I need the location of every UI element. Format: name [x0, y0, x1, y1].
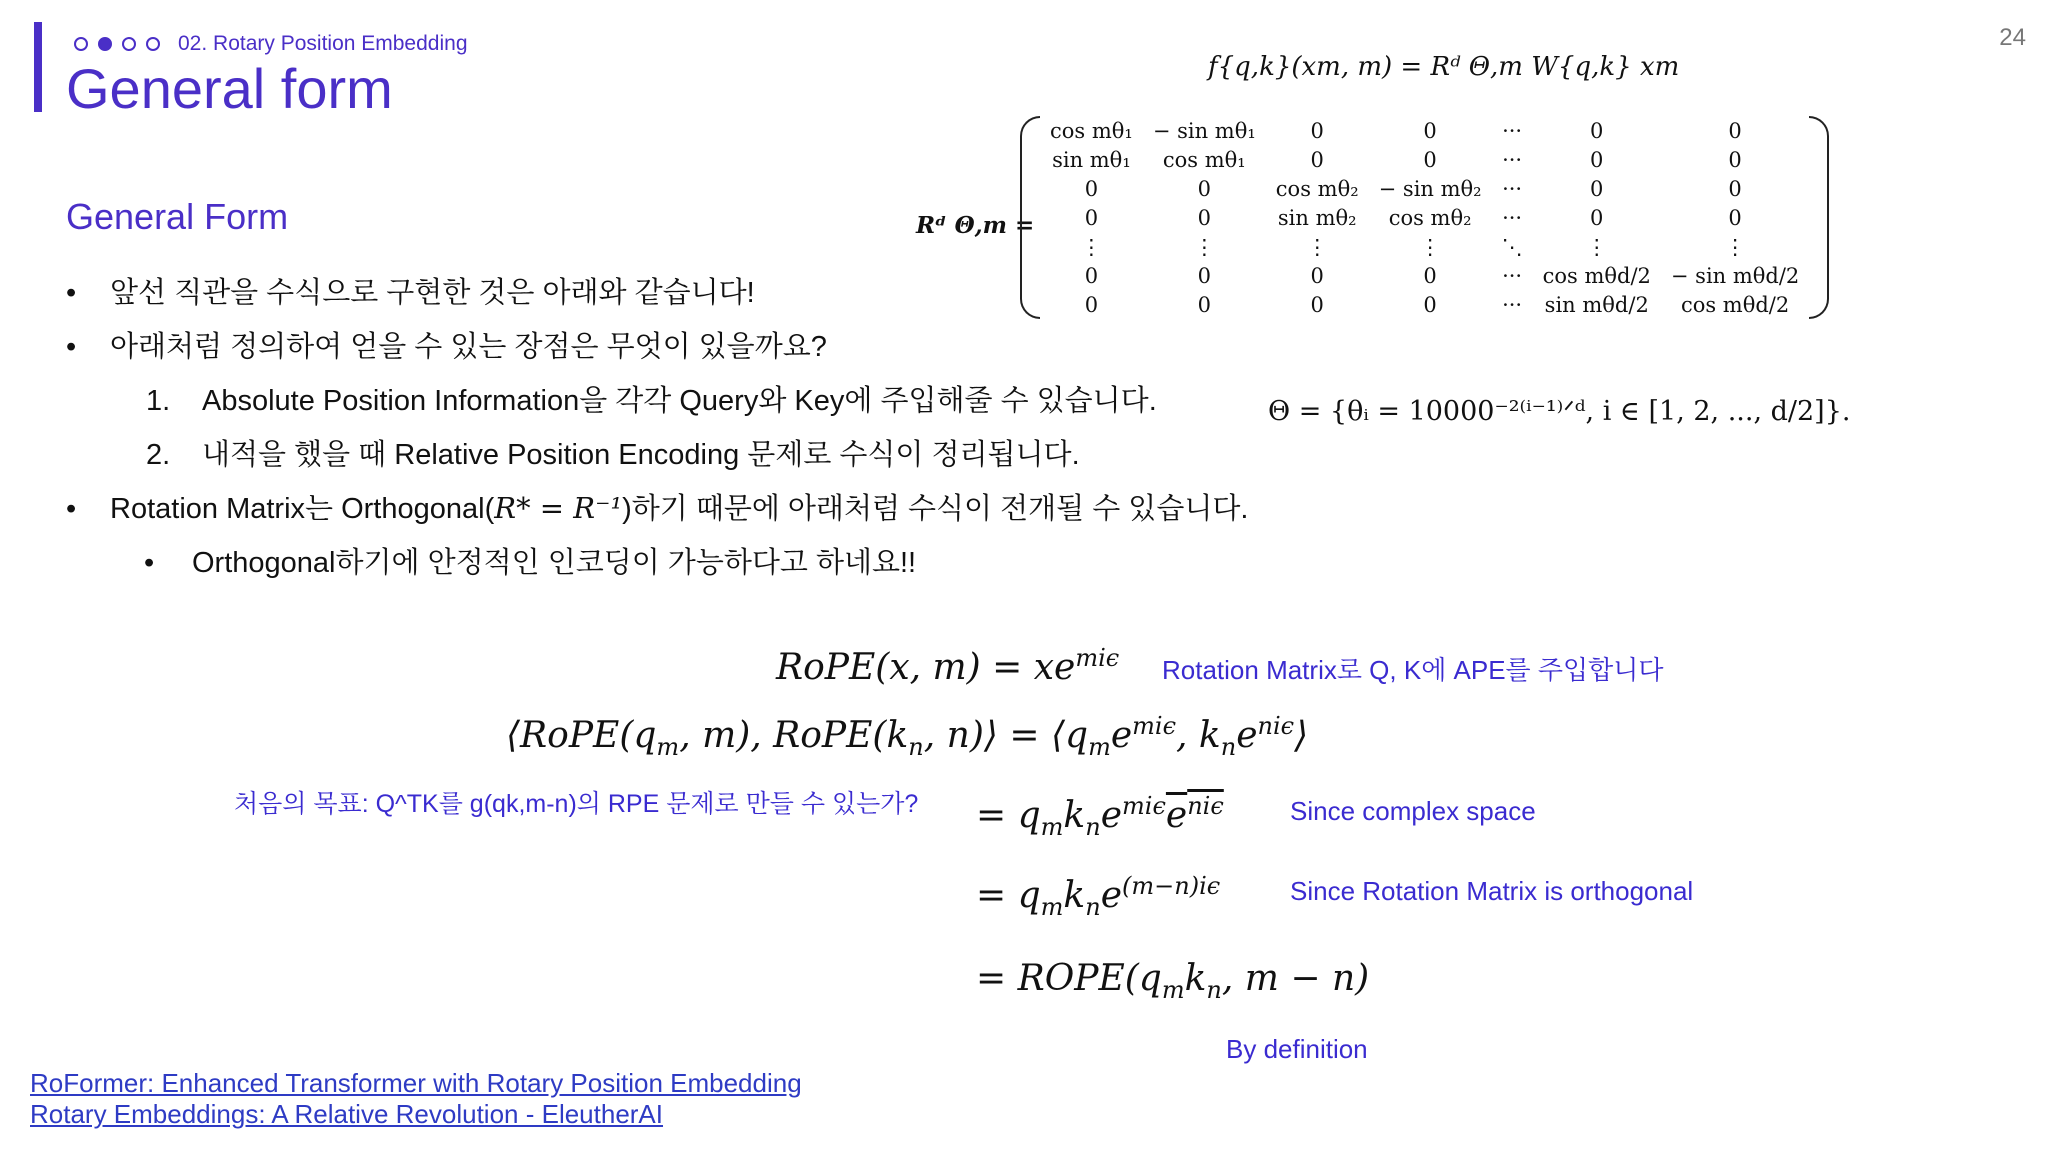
matrix-row: [1040, 145, 1809, 174]
sub-heading: General Form: [66, 196, 289, 237]
note-by-definition: By definition: [1226, 1034, 1368, 1064]
matrix-cell: 0: [1197, 176, 1211, 201]
matrix-cell: ···: [1502, 176, 1523, 201]
section-label: 02. Rotary Position Embedding: [178, 32, 468, 55]
note-orthogonal: Since Rotation Matrix is orthogonal: [1290, 876, 1694, 906]
matrix-row: [1040, 174, 1809, 203]
theta-definition: Θ = {θᵢ = 10000⁻²⁽ⁱ⁻¹⁾ᐟᵈ, i ∈ [1, 2, ..., d/2]}.: [1268, 396, 1851, 427]
matrix-right-bracket: [1809, 116, 1829, 319]
matrix-cell: 0: [1310, 118, 1324, 143]
sub-bullet-item: [144, 540, 916, 581]
item-number: 2.: [146, 439, 171, 471]
matrix-cell: 0: [1423, 263, 1437, 288]
matrix-row: [1040, 261, 1809, 290]
progress-dots: [74, 32, 468, 56]
matrix-cell: 0: [1197, 292, 1211, 317]
matrix-cell: 0: [1310, 292, 1324, 317]
matrix-cell: 0: [1197, 263, 1211, 288]
matrix-cell: ···: [1502, 205, 1523, 230]
matrix-cell: 0: [1728, 147, 1742, 172]
matrix-grid: [1040, 116, 1809, 319]
matrix-cell: ⋮: [1080, 234, 1102, 259]
title-accent-bar: [34, 22, 42, 112]
matrix-cell: sin mθd/2: [1544, 292, 1649, 317]
bullet-mark: •: [66, 277, 77, 309]
matrix-cell: cos mθ₂: [1275, 176, 1359, 201]
rope-text: ) = xe: [966, 647, 1076, 688]
equation-step-orthogonal: = $q_mk_ne^{(m-n)i\epsilon}$: [976, 872, 1221, 922]
rotation-matrix-label: Rᵈ Θ,m =: [916, 212, 1035, 239]
matrix-row: [1040, 232, 1809, 261]
matrix-cell: ⋮: [1586, 234, 1608, 259]
rope-text: RoPE(: [776, 647, 890, 688]
item-text: Absolute Position Information을 각각 Query와 Key에 주입해줄 수 있습니다.: [202, 385, 1157, 417]
inline-math: R* = R⁻¹: [494, 491, 623, 525]
matrix-cell: ⋮: [1419, 234, 1441, 259]
matrix-cell: 0: [1310, 147, 1324, 172]
progress-dot: [122, 37, 136, 51]
matrix-cell: cos mθ₁: [1050, 118, 1133, 143]
matrix-cell: cos mθ₂: [1388, 205, 1472, 230]
exponent: miϵ: [1075, 644, 1120, 672]
goal-note: 처음의 목표: Q^TK를 g(qk,m-n)의 RPE 문제로 만들 수 있는가?: [234, 790, 919, 818]
matrix-cell: − sin mθd/2: [1670, 263, 1800, 288]
matrix-row: [1040, 203, 1809, 232]
progress-dot: [74, 37, 88, 51]
item-text: 내적을 했을 때 Relative Position Encoding 문제로 수식이 정리됩니다.: [202, 439, 1080, 471]
numbered-item: [146, 432, 1080, 473]
matrix-cell: sin mθ₁: [1052, 147, 1131, 172]
matrix-cell: 0: [1728, 205, 1742, 230]
matrix-cell: 0: [1084, 292, 1099, 317]
page-number: 24: [1999, 24, 2026, 51]
equation-step-complex: = $q_mk_ne^{mi\epsilon}e^{ni\epsilon}$: [976, 792, 1224, 842]
matrix-cell: ···: [1502, 263, 1523, 288]
matrix-cell: cos mθd/2: [1680, 292, 1790, 317]
matrix-cell: 0: [1590, 176, 1604, 201]
matrix-cell: − sin mθ₁: [1152, 118, 1256, 143]
matrix-cell: 0: [1423, 118, 1437, 143]
slide-title: General form: [66, 57, 393, 120]
bullet-item: [66, 324, 827, 365]
note-complex-space: Since complex space: [1290, 796, 1536, 826]
numbered-item: [146, 378, 1157, 419]
var: x, m: [889, 647, 967, 688]
matrix-cell: 0: [1423, 292, 1437, 317]
bullet-text: 앞선 직관을 수식으로 구현한 것은 아래와 같습니다!: [110, 277, 755, 309]
note-ape: Rotation Matrix로 Q, K에 APE를 주입합니다: [1162, 655, 1664, 685]
matrix-cell: ⋮: [1193, 234, 1215, 259]
reference-link-roformer[interactable]: RoFormer: Enhanced Transformer with Rotary Position Embedding: [30, 1068, 802, 1098]
bullet-text: Orthogonal하기에 안정적인 인코딩이 가능하다고 하네요!!: [192, 547, 917, 579]
matrix-cell: 0: [1084, 263, 1099, 288]
matrix-cell: 0: [1423, 147, 1437, 172]
item-number: 1.: [146, 385, 171, 417]
bullet-item: [66, 486, 1248, 527]
matrix-cell: ⋮: [1306, 234, 1328, 259]
progress-dot: [146, 37, 160, 51]
matrix-cell: sin mθ₂: [1277, 205, 1357, 230]
matrix-cell: 0: [1310, 263, 1324, 288]
matrix-cell: 0: [1590, 205, 1604, 230]
matrix-cell: ···: [1502, 292, 1523, 317]
bullet-text: Rotation Matrix는 Orthogonal(: [110, 493, 495, 525]
matrix-cell: 0: [1728, 118, 1742, 143]
matrix-cell: 0: [1197, 205, 1211, 230]
matrix-cell: 0: [1590, 147, 1604, 172]
bullet-mark: •: [66, 331, 77, 363]
matrix-row: [1040, 116, 1809, 145]
matrix-cell: 0: [1728, 176, 1742, 201]
bullet-item: [66, 270, 755, 311]
matrix-cell: cos mθ₁: [1162, 147, 1246, 172]
bullet-mark: •: [144, 547, 155, 579]
equation-inner-product: $⟨RoPE(q_m$, m), $RoPE(k_n$, n)⟩ = $⟨q_me^{mi\epsilon}$, $k_ne^{ni\epsilon}⟩$: [506, 712, 1309, 762]
bullet-text: )하기 때문에 아래처럼 수식이 전개될 수 있습니다.: [622, 493, 1249, 525]
matrix-cell: 0: [1590, 118, 1604, 143]
reference-link-eleutherai[interactable]: Rotary Embeddings: A Relative Revolution - EleutherAI: [30, 1099, 664, 1129]
matrix-cell: ···: [1502, 118, 1523, 143]
matrix-cell: ⋮: [1724, 234, 1746, 259]
matrix-cell: ⋱: [1501, 234, 1523, 259]
function-definition: f{q,k}(xm, m) = Rᵈ Θ,m W{q,k} xm: [1208, 52, 1680, 82]
matrix-row: [1040, 290, 1809, 319]
matrix-cell: cos mθd/2: [1542, 263, 1651, 288]
rotation-matrix: [1020, 116, 1829, 319]
bullet-mark: •: [66, 493, 77, 525]
equation-rope-def: [776, 644, 1119, 688]
bullet-text: 아래처럼 정의하여 얻을 수 있는 장점은 무엇이 있을까요?: [110, 331, 827, 363]
matrix-cell: 0: [1084, 176, 1099, 201]
equation-step-definition: = $ROPE(q_mk_n$, m − n): [976, 958, 1370, 1005]
matrix-cell: − sin mθ₂: [1378, 176, 1482, 201]
matrix-cell: ···: [1502, 147, 1523, 172]
matrix-left-bracket: [1020, 116, 1040, 319]
progress-dot-active: [98, 37, 112, 51]
matrix-cell: 0: [1084, 205, 1099, 230]
